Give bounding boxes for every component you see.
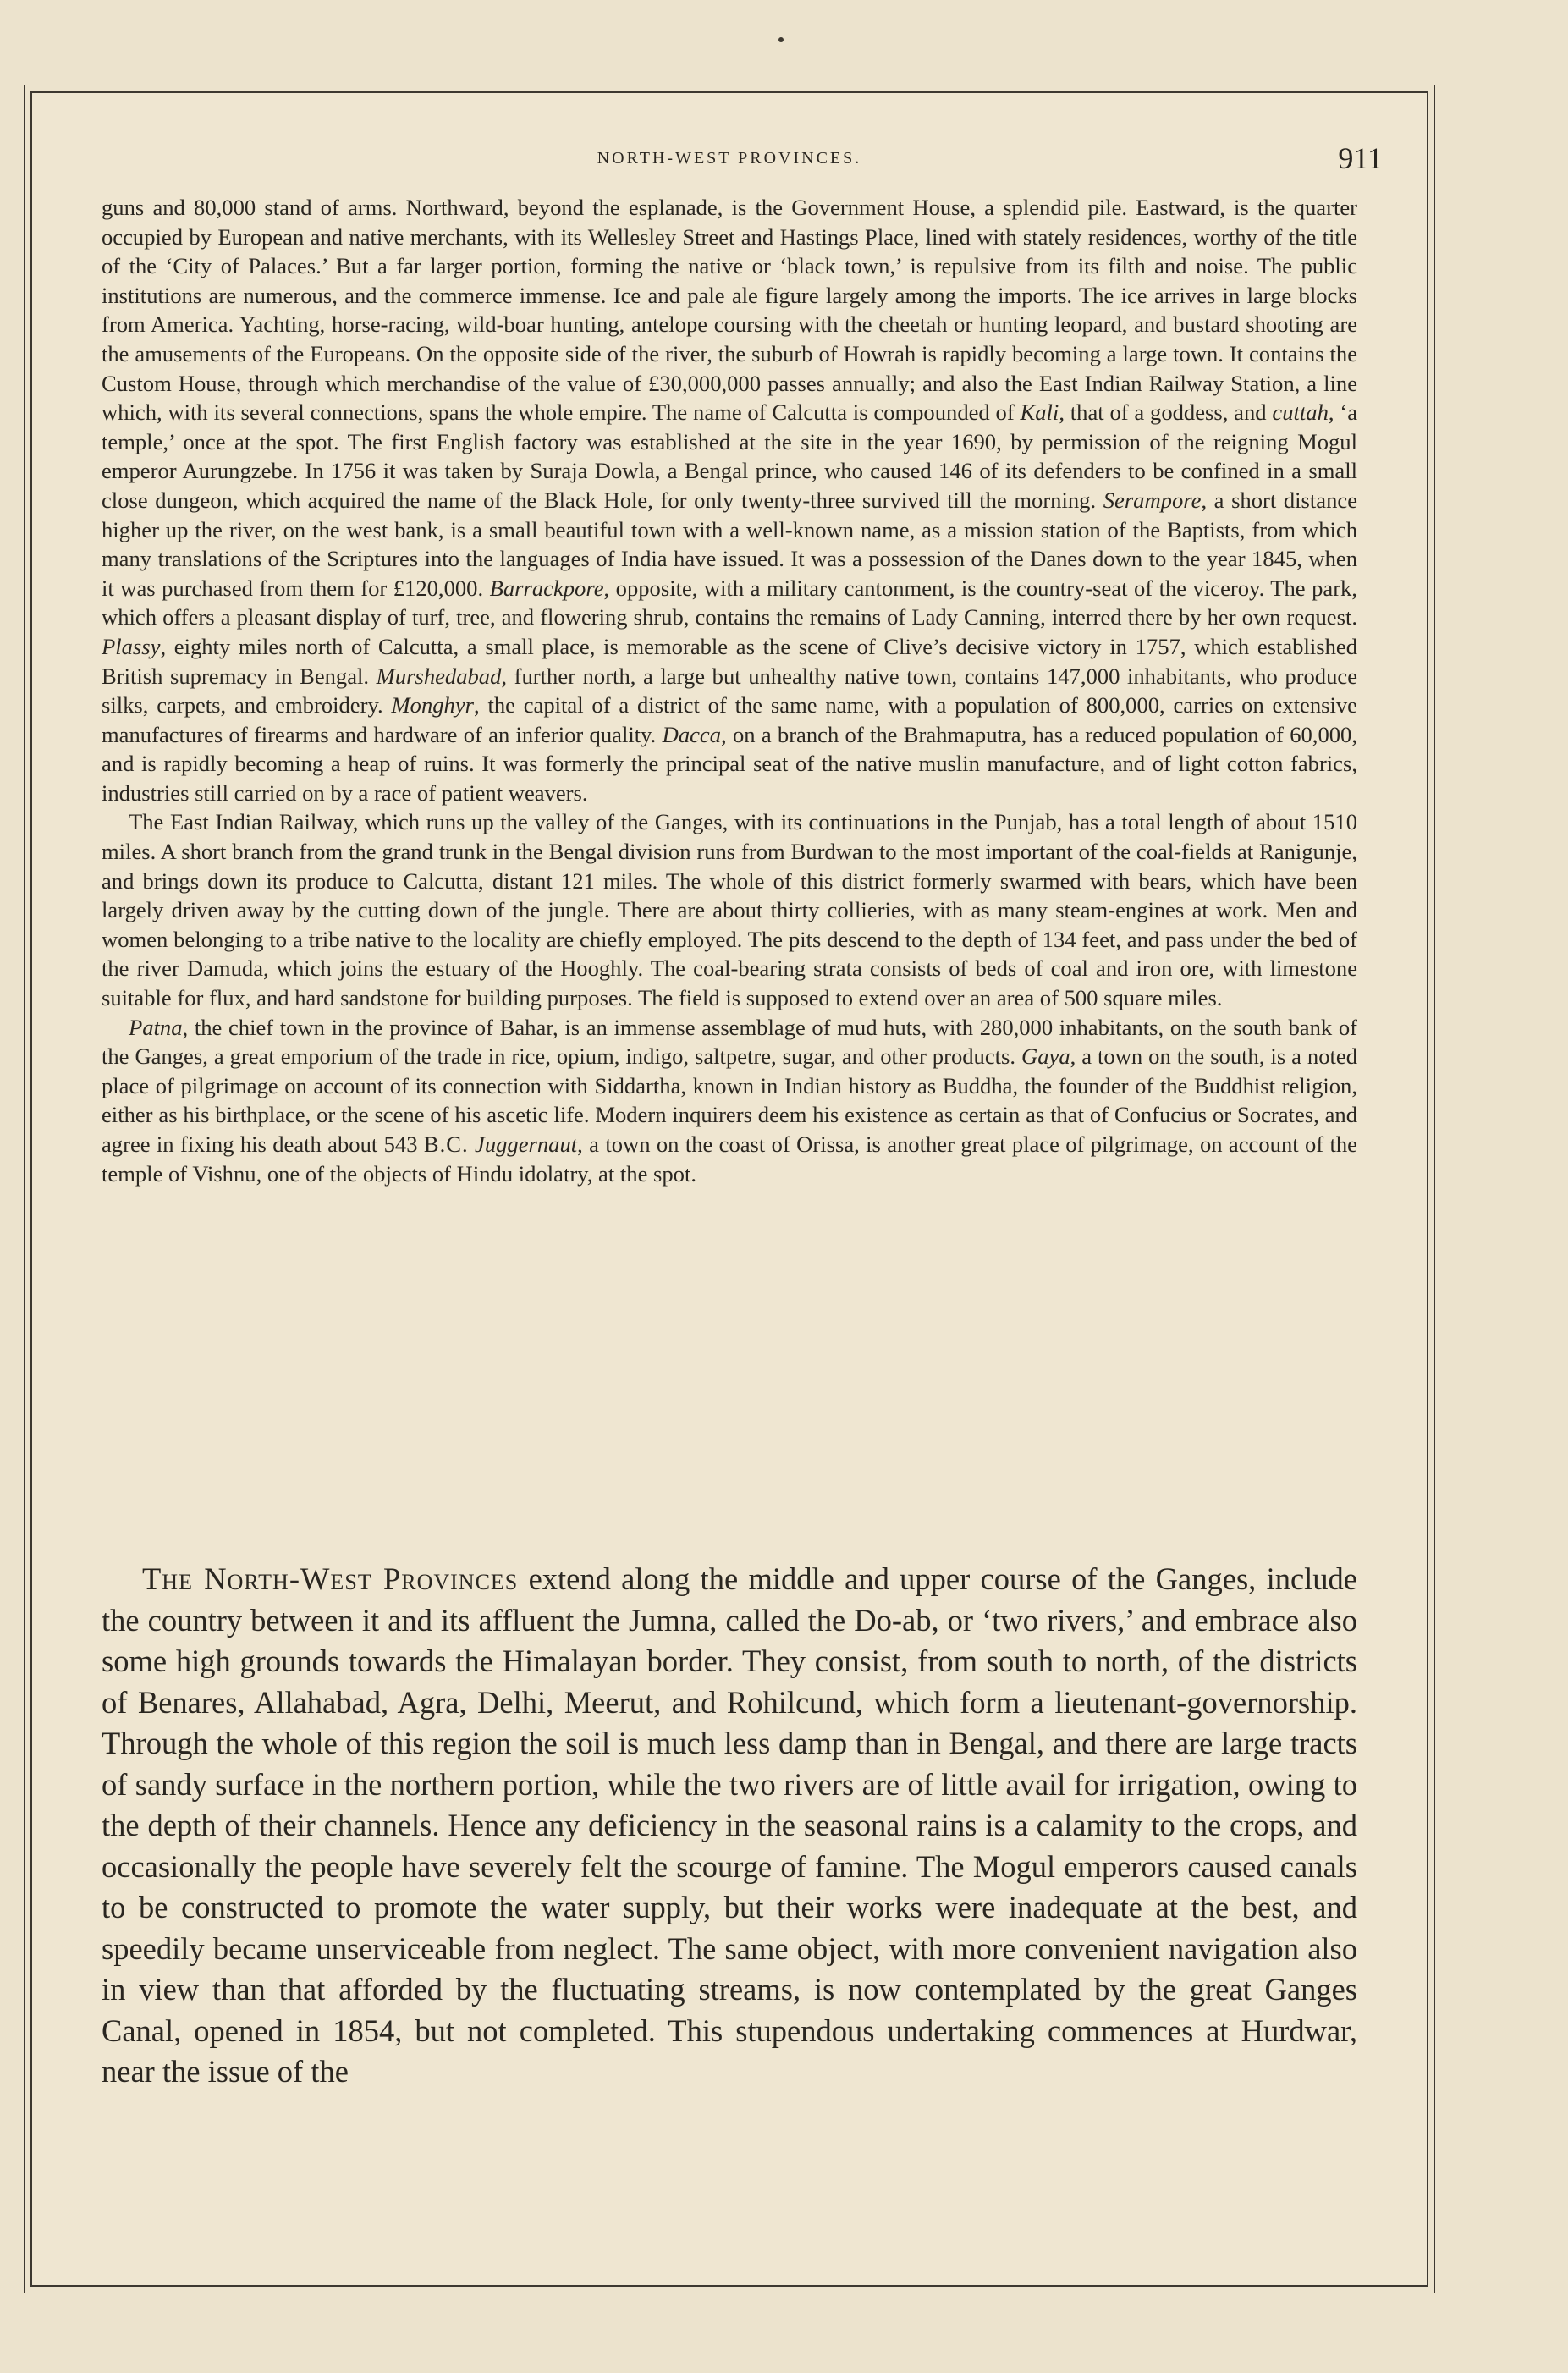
italic-term: Gaya — [1021, 1043, 1070, 1070]
text-run: , the capital of a district of the same name, with a population of 800,000, carries on extensive manufactures of firearms and hardware of an inferior quality. — [102, 692, 1357, 747]
section-text: extend along the middle and upper course of the Ganges, include the country between it and its affluent the Jumna, called the Do-ab, or ‘two rivers,’ and embrace also some high grounds towards the Himalayan border. They consist, from south to north, of the districts of Benares, Allahabad, Agra, Delhi, Meerut, and Rohilcund, which form a lieutenant-governorship. Through the whole of this region the soil is much less damp than in Bengal, and there are large tracts of sandy surface in the northern portion, while the two rivers are of little avail for irrigation, owing to the depth of their channels. Hence any deficiency in the seasonal rains is a calamity to the crops, and occasionally the people have severely felt the scourge of famine. The Mogul emperors caused canals to be constructed to promote the water supply, but their works were inadequate at the best, and speedily became unserviceable from neglect. The same object, with more convenient navigation also in view than that afforded by the fluctuating streams, is now contemplated by the great Ganges Canal, opened in 1854, but not completed. This stupendous undertaking commences at Hurdwar, near the issue of the — [102, 1561, 1358, 2089]
italic-term: Patna — [129, 1014, 183, 1040]
section-paragraph — [102, 1559, 1357, 2093]
text-run: , a short distance higher up the river, on the west bank, is a small beautiful town with a well-known name, as a mission station of the Baptists, from which many translations of the Scriptures into the languages of India have issued. It was a possession of the Danes down to the year 1845, when it was purchased from them for £120,000. — [102, 487, 1357, 601]
text-run: , the chief town in the province of Bahar, is an immense assemblage of mud huts, with 280,000 inhabitants, on the south bank of the Ganges, a great emporium of the trade in rice, opium, indigo, saltpetre, sugar, and other products. — [102, 1014, 1357, 1070]
italic-term: Plassy — [102, 633, 161, 659]
text-run: guns and 80,000 stand of arms. Northward, beyond the esplanade, is the Government House, a splendid pile. Eastward, is the quarter occupied by European and native merchants, with its Wellesley Street and Hastings Place, lined with stately residences, worthy of the title of the ‘City of Palaces.’ But a far larger portion, forming the native or ‘black town,’ is repulsive from its filth and noise. The public institutions are numerous, and the commerce immense. Ice and pale ale figure largely among the imports. The ice arrives in large blocks from America. Yachting, horse-racing, wild-boar hunting, antelope coursing with the cheetah or hunting leopard, and bustard shooting are the amusements of the Europeans. On the opposite side of the river, the suburb of Howrah is rapidly becoming a large town. It contains the Custom House, through which merchandise of the value of £30,000,000 passes annually; and also the East Indian Railway Station, a line which, with its several connections, spans the whole empire. The name of Calcutta is compounded of — [102, 195, 1357, 426]
italic-term: Kali — [1020, 399, 1059, 426]
text-run: , ‘a temple,’ once at the spot. The first English factory was established at the site in the year 1690, by permission of the reigning Mogul emperor Aurungzebe. In 1756 it was taken by Suraja Dowla, a Bengal prince, who caused 146 of its defenders to be confined in a small close dungeon, which acquired the name of the Black Hole, for only twenty-three survived till the morning. — [102, 399, 1357, 513]
era-abbrev: B.C. — [423, 1131, 469, 1157]
italic-term: Barrackpore — [489, 575, 604, 601]
text-run: , on a branch of the Brahmaputra, has a reduced population of 60,000, and is rapidly becoming a heap of ruins. It was formerly the principal seat of the native muslin manufacture, and of light cotton fabrics, industries still carried on by a race of patient weavers. — [102, 721, 1357, 806]
text-run: , opposite, with a military cantonment, is the country-seat of the viceroy. The park, which offers a pleasant display of turf, tree, and flowering shrub, contains the remains of Lady Canning, interred there by her own request. — [102, 575, 1357, 630]
section-heading: The North-West Provinces — [142, 1561, 519, 1596]
running-head — [32, 141, 1427, 179]
page-number: 911 — [1338, 141, 1383, 175]
section-north-west-provinces — [102, 1559, 1357, 2093]
italic-term: Murshedabad — [376, 663, 502, 689]
italic-term: Dacca — [662, 721, 722, 747]
paragraph-railway: The East Indian Railway, which runs up the valley of the Ganges, with its continuations in the Punjab, has a total length of about 1510 miles. A short branch from the grand trunk in the Bengal division runs from Burdwan to the most important of the coal-fields at Ranigunje, and brings down its produce to Calcutta, distant 121 miles. The whole of this district formerly swarmed with bears, which have been largely driven away by the cutting down of the jungle. There are about thirty collieries, with as many steam-engines at work. Men and women belonging to a tribe native to the locality are chiefly employed. The pits descend to the depth of 134 feet, and pass under the bed of the river Damuda, which joins the estuary of the Hooghly. The coal-bearing strata consists of beds of coal and iron ore, with limestone suitable for flux, and hard sandstone for building purposes. The field is supposed to extend over an area of 500 square miles. — [102, 809, 1357, 1011]
text-run: , that of a goddess, and — [1059, 399, 1273, 426]
paragraph-calcutta — [102, 193, 1357, 807]
italic-term: Juggernaut — [475, 1131, 578, 1157]
running-title: NORTH-WEST PROVINCES. — [597, 149, 862, 168]
page-frame — [30, 91, 1428, 2287]
text-run: , eighty miles north of Calcutta, a small place, is memorable as the scene of Clive’s decisive victory in 1757, which established British supremacy in Bengal. — [102, 633, 1357, 689]
paragraph-patna — [102, 1013, 1357, 1189]
text-run — [469, 1131, 475, 1157]
page-dot — [778, 37, 784, 42]
italic-term: Monghyr — [391, 692, 474, 719]
italic-term: Serampore — [1103, 487, 1202, 513]
text-run: , a town on the coast of Orissa, is another great place of pilgrimage, on account of the temple of Vishnu, one of the objects of Hindu idolatry, at the spot. — [102, 1131, 1357, 1186]
text-run: , a town on the south, is a noted place of pilgrimage on account of its connection with Siddartha, known in Indian history as Buddha, the founder of the Buddhist religion, either as his birthplace, or the scene of his ascetic life. Modern inquirers deem his existence as certain as that of Confucius or Socrates, and agree in fixing his death about 543 — [102, 1043, 1357, 1157]
body-text — [102, 193, 1357, 1188]
text-run: , further north, a large but unhealthy native town, contains 147,000 inhabitants, who produce silks, carpets, and embroidery. — [102, 663, 1357, 719]
italic-term: cuttah — [1272, 399, 1329, 426]
